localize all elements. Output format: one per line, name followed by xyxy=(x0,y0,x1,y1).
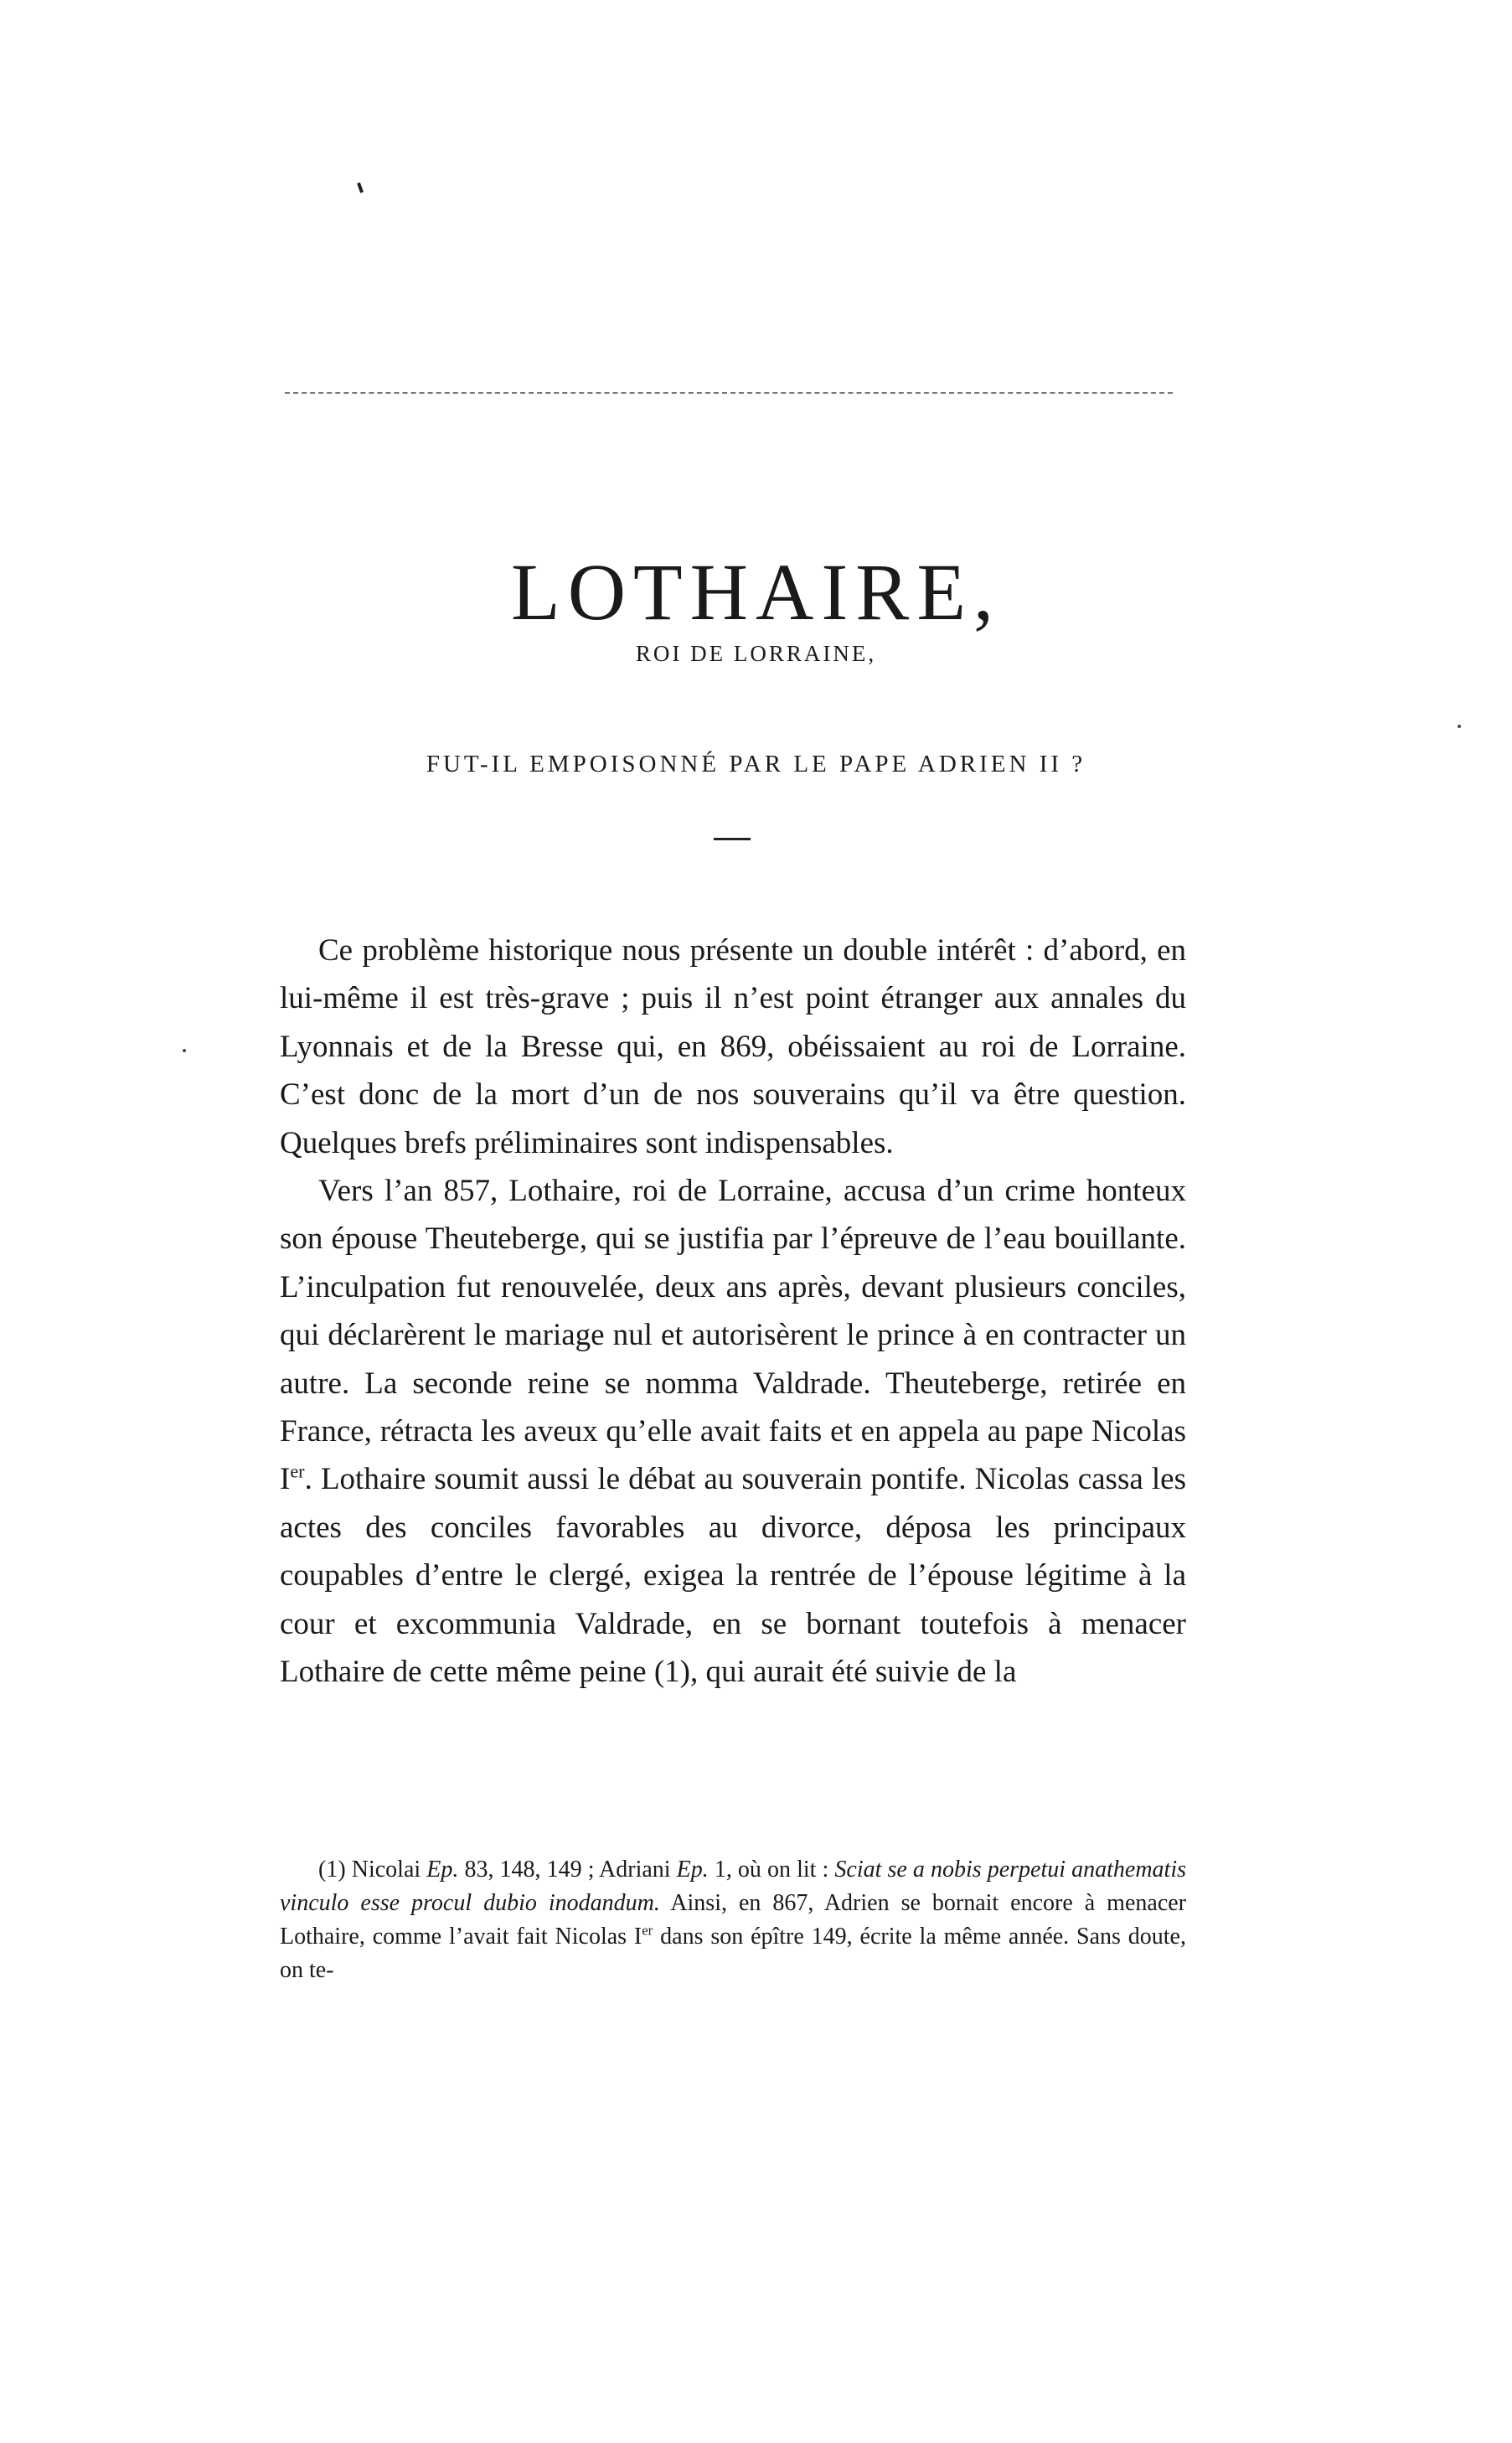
body-text xyxy=(280,927,1186,1697)
ink-speck xyxy=(357,183,364,194)
footnote-1: (1) Nicolai Ep. 83, 148, 149 ; Adriani Ep. 1, où on lit : Sciat se a nobis perpetui anathematis vinculo esse procul dubio inodandum. Ainsi, en 867, Adrien se bornait encore à menacer Lothaire, comme l’avait fait Nicolas Ier dans son épître 149, écrite la même année. Sans doute, on te- xyxy=(280,1857,1187,1983)
footnote-marker: (1) xyxy=(318,1857,346,1883)
page-subtitle: ROI DE LORRAINE, xyxy=(635,641,877,666)
margin-speck xyxy=(183,1049,186,1052)
page-question-heading: FUT-IL EMPOISONNÉ PAR LE PAPE ADRIEN II ? xyxy=(426,751,1086,777)
ornamental-rule xyxy=(285,392,1173,394)
paragraph-1: Ce problème historique nous présente un double intérêt : d’abord, en lui-même il est très-grave ; puis il n’est point étranger aux annales du Lyonnais et de la Bresse qui, en 869, obéissaient au roi de Lorraine. C’est donc de la mort d’un de nos souverains qu’il va être question. Quelques brefs préliminaires sont indispensables. xyxy=(280,933,1186,1160)
paragraph-2: Vers l’an 857, Lothaire, roi de Lorraine, accusa d’un crime honteux son épouse Theuteberge, qui se justifia par l’épreuve de l’eau bouillante. L’inculpation fut renouvelée, deux ans après, devant plusieurs conciles, qui déclarèrent le mariage nul et autorisèrent le prince à en contracter un autre. La seconde reine se nomma Valdrade. Theuteberge, retirée en France, rétracta les aveux qu’elle avait faits et en appela au pape Nicolas Ier. Lothaire soumit aussi le débat au souverain pontife. Nicolas cassa les actes des conciles favorables au divorce, déposa les principaux coupables d’entre le clergé, exigea la rentrée de l’épouse légitime à la cour et excommunia Valdrade, en se bornant toutefois à menacer Lothaire de cette même peine (1), qui aurait été suivie de la xyxy=(280,1174,1186,1690)
margin-speck xyxy=(1458,725,1461,728)
section-divider xyxy=(714,838,751,840)
footnote xyxy=(280,1853,1186,1987)
page-title: LOTHAIRE, xyxy=(511,547,1001,638)
latin-quote: Sciat se a nobis perpetui anathematis vinculo esse procul dubio inodandum. xyxy=(280,1857,1186,1916)
